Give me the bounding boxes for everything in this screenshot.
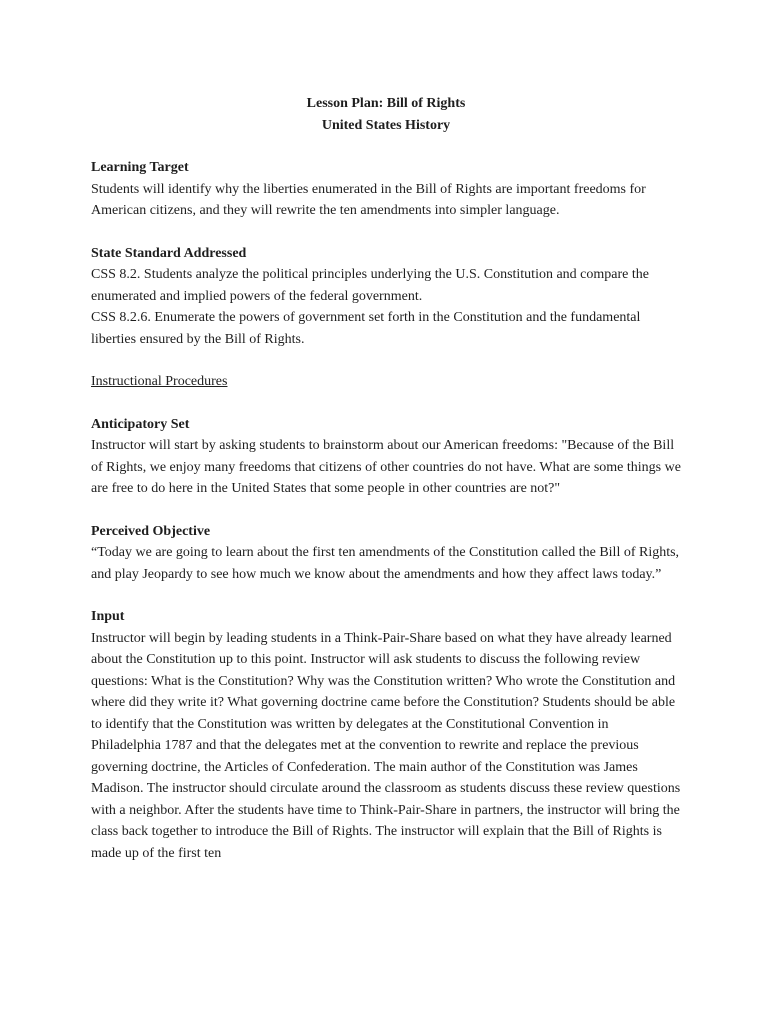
- anticipatory-set-section: [91, 414, 681, 500]
- learning-target-text: Students will identify why the liberties enumerated in the Bill of Rights are important freedoms for American citizens, and they will rewrite the ten amendments into simpler language.: [91, 181, 646, 218]
- state-standard-line-2: CSS 8.2.6. Enumerate the powers of government set forth in the Constitution and the fundamental liberties ensured by the Bill of Rights.: [91, 310, 641, 347]
- learning-target-heading: Learning Target: [91, 160, 189, 175]
- perceived-objective-text: “Today we are going to learn about the first ten amendments of the Constitution called the Bill of Rights, and play Jeopardy to see how much we know about the amendments and how they affect laws today.”: [91, 545, 680, 582]
- document-body: [91, 93, 681, 864]
- input-section: [91, 606, 681, 864]
- state-standard-heading: State Standard Addressed: [91, 245, 247, 261]
- state-standard-section: [91, 243, 681, 351]
- anticipatory-set-heading: Anticipatory Set: [91, 416, 190, 432]
- anticipatory-set-text: Instructor will start by asking students to brainstorm about our American freedoms: "Because of the Bill of Rights, we enjoy many freedoms that citizens of other countries do not have. What are some things we are free to do here in the United States that some people in other countries are not?": [91, 438, 681, 496]
- instructional-procedures-heading: Instructional Procedures: [91, 374, 228, 389]
- input-heading: Input: [91, 609, 125, 624]
- document-subtitle: United States History: [321, 117, 451, 133]
- input-text: Instructor will begin by leading students in a Think-Pair-Share based on what they have already learned about the Constitution up to this point. Instructor will ask students to discuss the following review questions: What is the Constitution? Why was the Constitution written? Who wrote the Constitution and where did they write it? What governing doctrine came before the Constitution? Students should be able to identify that the Constitution was written by delegates at the Constitutional Convention in Philadelphia 1787 and that the delegates met at the convention to rewrite and replace the previous governing doctrine, the Articles of Confederation. The main author of the Constitution was James Madison. The instructor should circulate around the classroom as students discuss these review questions with a neighbor. After the students have time to Think-Pair-Share in partners, the instructor will bring the class back together to introduce the Bill of Rights. The instructor will explain that the Bill of Rights is made up of the first ten: [91, 630, 681, 861]
- perceived-objective-section: [91, 521, 681, 586]
- perceived-objective-heading: Perceived Objective: [91, 523, 211, 539]
- learning-target-section: [91, 157, 681, 222]
- state-standard-line-1: CSS 8.2. Students analyze the political principles underlying the U.S. Constitution and compare the enumerated and implied powers of the federal government.: [91, 267, 649, 304]
- document-title: Lesson Plan: Bill of Rights: [306, 96, 466, 111]
